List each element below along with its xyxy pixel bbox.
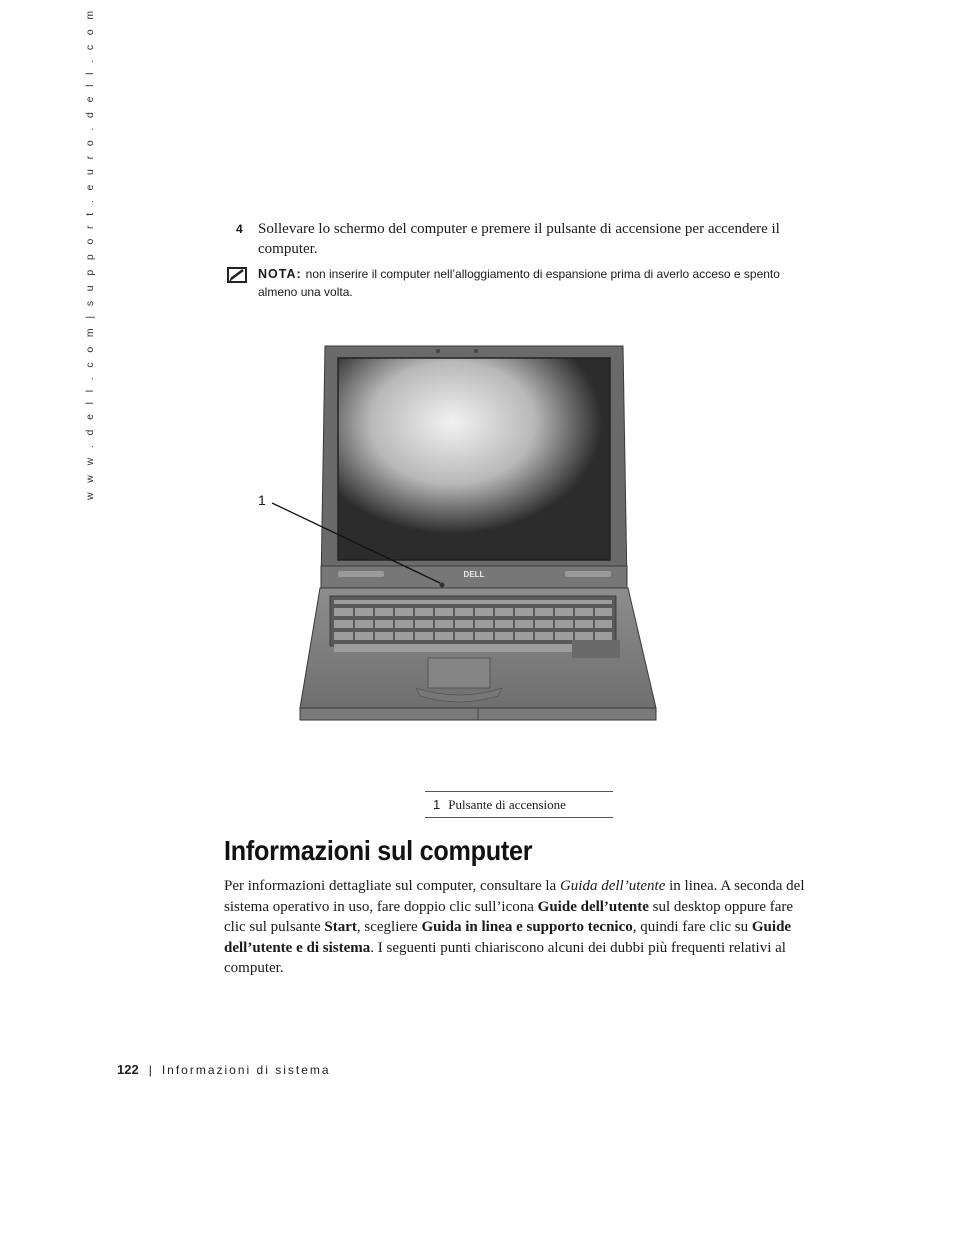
page-footer [117,1062,331,1077]
paragraph-text: . I seguenti punti chiariscono alcuni dei dubbi più frequenti relativi al computer. [224,939,786,976]
figure-callout-number: 1 [258,492,266,508]
paragraph-text: , quindi fare clic su [632,919,752,935]
note-text: non inserire il computer nell’alloggiamento di espansione prima di averlo acceso e spento almeno una volta. [258,267,780,299]
laptop-illustration [250,340,670,730]
figure-legend [425,791,613,818]
legend-label: Pulsante di accensione [448,797,566,812]
step-text: Sollevare lo schermo del computer e premere il pulsante di accensione per accendere il computer. [258,221,780,257]
note-label: NOTA: [258,267,302,281]
paragraph-text: Per informazioni dettagliate sul computer, consultare la [224,878,560,894]
step-number: 4 [236,222,243,236]
section-paragraph [224,876,806,979]
start-button-name: Start [324,919,357,935]
logo-text: DELL [463,570,485,579]
note-pencil-icon [226,265,250,285]
paragraph-text: sul desktop oppure fare clic sul pulsante [224,898,794,935]
step-4 [236,219,806,259]
note-body [258,265,806,301]
help-support-name: Guida in linea e supporto tecnico [421,919,633,935]
power-button [440,583,445,588]
system-guides-name: Guide dell’utente e di sistema [224,919,792,956]
section-heading: Informazioni sul computer [224,835,533,866]
side-website-url: w w w . d e l l . c o m | s u p p o r t . e u r o . d e l l . c o m [84,7,96,500]
footer-chapter-title: Informazioni di sistema [161,1063,331,1077]
guide-title-italic: Guida dell’utente [559,878,666,894]
paragraph-text: in linea. A seconda del sistema operativo in uso, fare doppio clic sull’icona [224,878,805,915]
legend-number: 1 [433,797,441,812]
icon-name-bold: Guide dell’utente [537,898,649,915]
paragraph-text: , scegliere [356,919,422,935]
footer-separator: | [148,1063,152,1077]
note-box [226,265,806,301]
page-number: 122 [117,1062,139,1077]
